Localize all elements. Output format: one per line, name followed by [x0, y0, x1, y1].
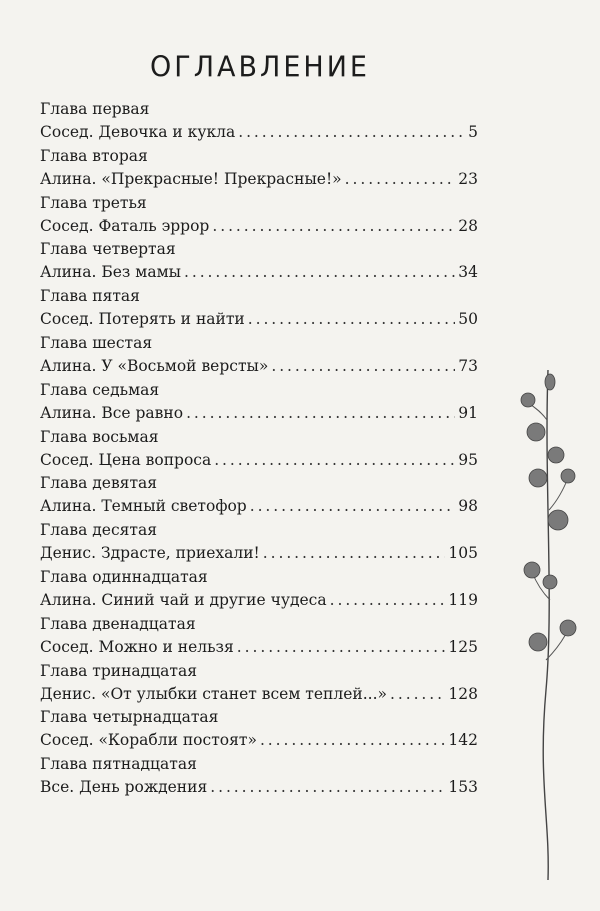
chapter-line — [40, 354, 478, 378]
chapter-title: Сосед. Цена вопроса — [40, 450, 212, 469]
chapter-label: Глава четвертая — [40, 240, 176, 259]
chapter-title: Сосед. Девочка и кукла — [40, 123, 236, 141]
toc-entry — [40, 519, 478, 566]
chapter-title: Все. День рождения — [40, 778, 208, 797]
chapter-line — [40, 448, 478, 472]
page-title: ОГЛАВЛЕНИЕ — [150, 51, 370, 84]
table-of-contents — [40, 98, 478, 800]
dot-leader — [210, 775, 445, 799]
chapter-line — [40, 120, 478, 144]
toc-entry — [40, 753, 478, 800]
chapter-title: Денис. «От улыбки станет всем теплей...» — [40, 684, 388, 703]
dot-leader — [263, 541, 446, 565]
chapter-label: Глава восьмая — [40, 427, 159, 446]
page-number: 73 — [458, 356, 478, 375]
dot-leader — [186, 401, 455, 425]
chapter-line — [40, 214, 478, 238]
chapter-label: Глава четырнадцатая — [40, 708, 219, 727]
chapter-label: Глава первая — [40, 100, 150, 118]
dot-leader — [212, 214, 455, 238]
toc-entry — [40, 472, 478, 519]
chapter-label: Глава девятая — [40, 474, 158, 493]
dot-leader — [238, 120, 465, 144]
chapter-line — [40, 635, 478, 659]
chapter-label: Глава пятая — [40, 287, 140, 306]
dot-leader — [390, 682, 445, 706]
chapter-label: Глава шестая — [40, 333, 153, 352]
page-number: 128 — [448, 684, 478, 703]
chapter-line — [40, 167, 478, 191]
chapter-line — [40, 728, 478, 752]
toc-entry — [40, 145, 478, 192]
toc-entry — [40, 566, 478, 613]
dot-leader — [271, 354, 455, 378]
chapter-title: Алина. Синий чай и другие чудеса — [40, 590, 327, 609]
toc-entry — [40, 613, 478, 660]
chapter-label: Глава вторая — [40, 146, 148, 165]
chapter-line — [40, 775, 478, 799]
toc-entry — [40, 192, 478, 239]
page-number: 142 — [448, 731, 478, 750]
page-number: 50 — [458, 310, 478, 329]
toc-entry — [40, 379, 478, 426]
chapter-title: Сосед. Можно и нельзя — [40, 637, 234, 656]
page-number: 95 — [458, 450, 478, 469]
chapter-label: Глава одиннадцатая — [40, 567, 208, 586]
chapter-line — [40, 401, 478, 425]
toc-entry — [40, 285, 478, 332]
dot-leader — [184, 260, 455, 284]
page-number: 153 — [448, 778, 478, 797]
chapter-title: Сосед. Фаталь эррор — [40, 216, 210, 235]
chapter-label: Глава третья — [40, 193, 147, 212]
page-number: 28 — [458, 216, 478, 235]
page-number: 119 — [448, 590, 478, 609]
toc-entry — [40, 660, 478, 707]
chapter-title: Алина. Все равно — [40, 403, 184, 422]
page-number: 91 — [458, 403, 478, 422]
chapter-label: Глава седьмая — [40, 380, 160, 399]
page-number: 105 — [448, 544, 478, 563]
chapter-label: Глава пятнадцатая — [40, 755, 197, 774]
toc-entry — [40, 332, 478, 379]
dot-leader — [250, 494, 456, 518]
chapter-title: Сосед. «Корабли постоят» — [40, 731, 257, 750]
page-number: 5 — [468, 123, 478, 141]
page-number: 23 — [458, 169, 478, 188]
page-number: 98 — [458, 497, 478, 516]
chapter-line — [40, 494, 478, 518]
dot-leader — [345, 167, 456, 191]
chapter-title: Алина. У «Восьмой версты» — [40, 356, 269, 375]
chapter-title: Алина. «Прекрасные! Прекрасные!» — [40, 169, 342, 188]
toc-entry — [40, 98, 478, 145]
toc-entry — [40, 238, 478, 285]
toc-entry — [40, 706, 478, 753]
chapter-line — [40, 588, 478, 612]
dot-leader — [248, 307, 456, 331]
chapter-label: Глава десятая — [40, 521, 158, 540]
page-number: 34 — [458, 263, 478, 282]
toc-entry — [40, 426, 478, 473]
page-number: 125 — [448, 637, 478, 656]
chapter-title: Алина. Без мамы — [40, 263, 181, 282]
flower-branch-illustration — [510, 360, 580, 880]
chapter-line — [40, 260, 478, 284]
chapter-title: Алина. Темный светофор — [40, 497, 247, 516]
chapter-title: Денис. Здрасте, приехали! — [40, 544, 260, 563]
dot-leader — [214, 448, 455, 472]
chapter-label: Глава тринадцатая — [40, 661, 197, 680]
chapter-line — [40, 541, 478, 565]
chapter-title: Сосед. Потерять и найти — [40, 310, 245, 329]
chapter-line — [40, 307, 478, 331]
chapter-line — [40, 682, 478, 706]
dot-leader — [237, 635, 446, 659]
dot-leader — [330, 588, 446, 612]
chapter-label: Глава двенадцатая — [40, 614, 196, 633]
dot-leader — [260, 728, 445, 752]
